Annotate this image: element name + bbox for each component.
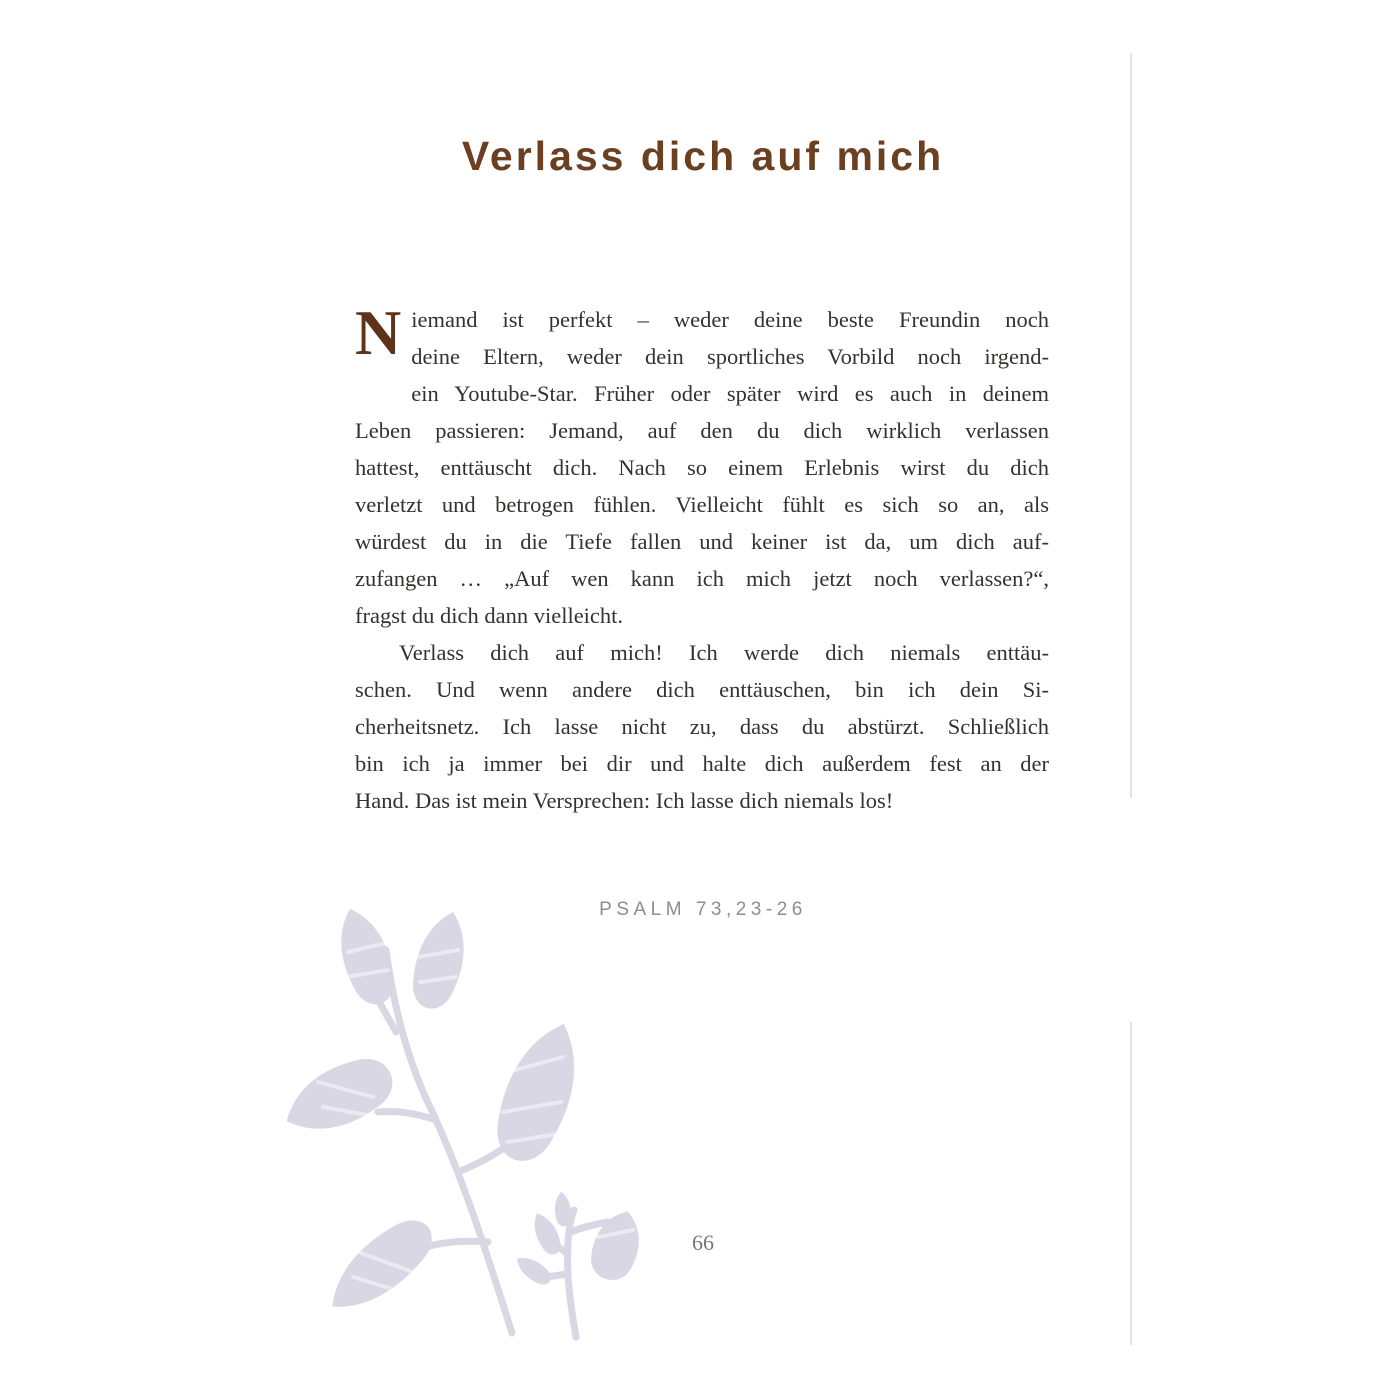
drop-cap: N <box>355 297 402 368</box>
plant-illustration <box>278 882 718 1352</box>
page-edge-line-top <box>1130 53 1132 798</box>
body-line: iemand ist perfekt – weder deine beste Freundin noch <box>411 307 1049 332</box>
body-line: würdest du in die Tiefe fallen und keiner ist da, um dich auf- <box>355 529 1049 554</box>
body-line: schen. Und wenn andere dich enttäuschen, bin ich dein Si- <box>355 677 1049 702</box>
body-line: verletzt und betrogen fühlen. Vielleicht fühlt es sich so an, als <box>355 492 1049 517</box>
body-line: zufangen … „Auf wen kann ich mich jetzt noch verlassen?“, <box>355 566 1049 591</box>
body-line: Hand. Das ist mein Versprechen: Ich lasse dich niemals los! <box>355 788 894 813</box>
body-line: cherheitsnetz. Ich lasse nicht zu, dass du abstürzt. Schließlich <box>355 714 1049 739</box>
page-edge-line-bottom <box>1130 1022 1132 1345</box>
body-line: fragst du dich dann vielleicht. <box>355 603 624 628</box>
scripture-reference: PSALM 73,23-26 <box>599 899 807 920</box>
chapter-title: Verlass dich auf mich <box>461 133 945 179</box>
page-number: 66 <box>692 1230 714 1255</box>
body-line: Verlass dich auf mich! Ich werde dich niemals enttäu- <box>399 640 1049 665</box>
body-line: ein Youtube-Star. Früher oder später wird es auch in deinem <box>411 381 1049 406</box>
body-line: bin ich ja immer bei dir und halte dich außerdem fest an der <box>355 751 1049 776</box>
body-line: Leben passieren: Jemand, auf den du dich wirklich verlassen <box>355 418 1049 443</box>
body-text <box>355 297 1049 819</box>
body-line: hattest, enttäuscht dich. Nach so einem Erlebnis wirst du dich <box>355 455 1049 480</box>
body-line: deine Eltern, weder dein sportliches Vorbild noch irgend- <box>411 344 1049 369</box>
